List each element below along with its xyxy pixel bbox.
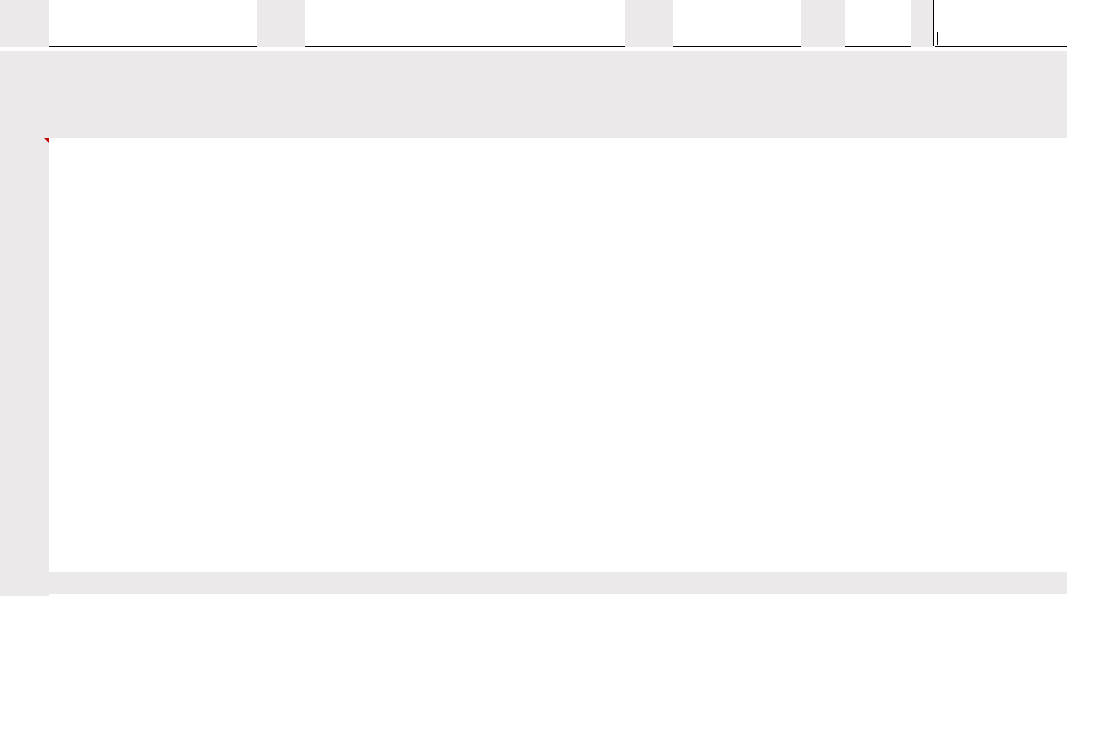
comment-marker-icon bbox=[44, 138, 49, 143]
